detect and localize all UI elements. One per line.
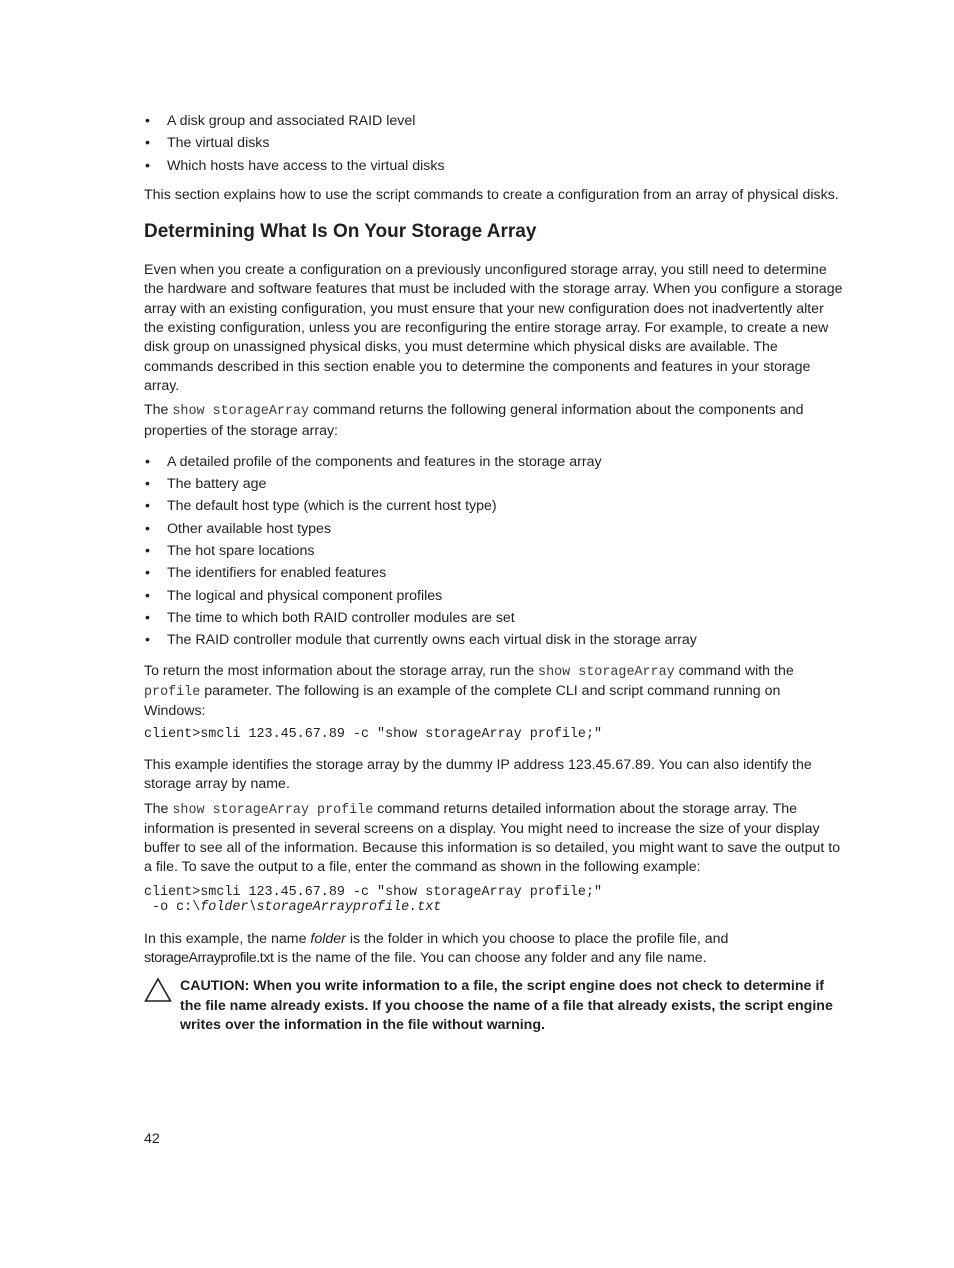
- list-item: • A detailed profile of the components and features in the storage array: [144, 451, 844, 473]
- list-item: • The battery age: [144, 473, 844, 495]
- command-example-1: client>smcli 123.45.67.89 -c "show storageArray profile;": [144, 727, 603, 743]
- paragraph-4: This example identifies the storage array by the dummy IP address 123.45.67.89. You can also identify the storage array by name.: [144, 756, 812, 793]
- command-example-2: client>smcli 123.45.67.89 -c "show storageArray profile;" -o c:\folder\storageArrayprofile.txt: [144, 884, 603, 916]
- section-heading: Determining What Is On Your Storage Array: [144, 221, 537, 243]
- list-item: • Which hosts have access to the virtual disks: [144, 155, 844, 177]
- page-number: 42: [144, 1131, 160, 1147]
- list-item: • The identifiers for enabled features: [144, 562, 844, 584]
- list-item: • The default host type (which is the current host type): [144, 495, 844, 517]
- paragraph-1: Even when you create a configuration on a previously unconfigured storage array, you still need to determine the hardware and software features that must be included with the storage array. When you configure a storage array with an existing configuration, you must ensure that your new configuration does not inadvertently alter the existing configuration, unless you are reconfiguring the entire storage array. For example, to create a new disk group on unassigned physical disks, you must determine which physical disks are available. The commands described in this section enable you to determine the components and features in your storage array.: [144, 262, 843, 394]
- intro-paragraph: This section explains how to use the script commands to create a configuration from an array of physical disks.: [144, 186, 839, 203]
- paragraph-3: To return the most information about the storage array, run the show storageArray command with the profile parameter. The following is an example of the complete CLI and script command running on Windows:: [144, 662, 794, 720]
- page-content: [144, 110, 844, 1035]
- info-bullet-list: [144, 451, 844, 652]
- paragraph-5: The show storageArray profile command returns detailed information about the storage array. The information is presented in several screens on a display. You might need to increase the size of your display buffer to see all of the information. Because this information is so detailed, you might want to save the output to a file. To save the output to a file, enter the command as shown in the following example:: [144, 800, 841, 876]
- list-item: • The time to which both RAID controller modules are set: [144, 607, 844, 629]
- top-bullet-list: [144, 110, 844, 177]
- inline-code: show storageArray profile: [172, 802, 374, 818]
- file-name: storageArrayprofile.txt: [144, 950, 274, 966]
- list-item: • The RAID controller module that currently owns each virtual disk in the storage array: [144, 629, 844, 651]
- inline-code: show storageArray: [172, 404, 309, 420]
- list-item: • Other available host types: [144, 518, 844, 540]
- warning-triangle-icon: [144, 977, 172, 1003]
- paragraph-2: The show storageArray command returns the following general information about the components and properties of the storage array:: [144, 402, 804, 439]
- list-item: • The logical and physical component profiles: [144, 585, 844, 607]
- list-item: • The virtual disks: [144, 132, 844, 154]
- italic-term: folder: [310, 930, 346, 947]
- paragraph-6: In this example, the name folder is the folder in which you choose to place the profile file, and storageArrayprofile.txt is the name of the file. You can choose any folder and any file name.: [144, 930, 729, 966]
- caution-text: CAUTION: When you write information to a file, the script engine does not check to determine if the file name already exists. If you choose the name of a file that already exists, the script engine writes over the information in the file without warning.: [180, 978, 833, 1033]
- caution-note: [144, 977, 844, 1035]
- inline-code: profile: [144, 684, 201, 700]
- list-item: • A disk group and associated RAID level: [144, 110, 844, 132]
- list-item: • The hot spare locations: [144, 540, 844, 562]
- inline-code: show storageArray: [538, 664, 675, 680]
